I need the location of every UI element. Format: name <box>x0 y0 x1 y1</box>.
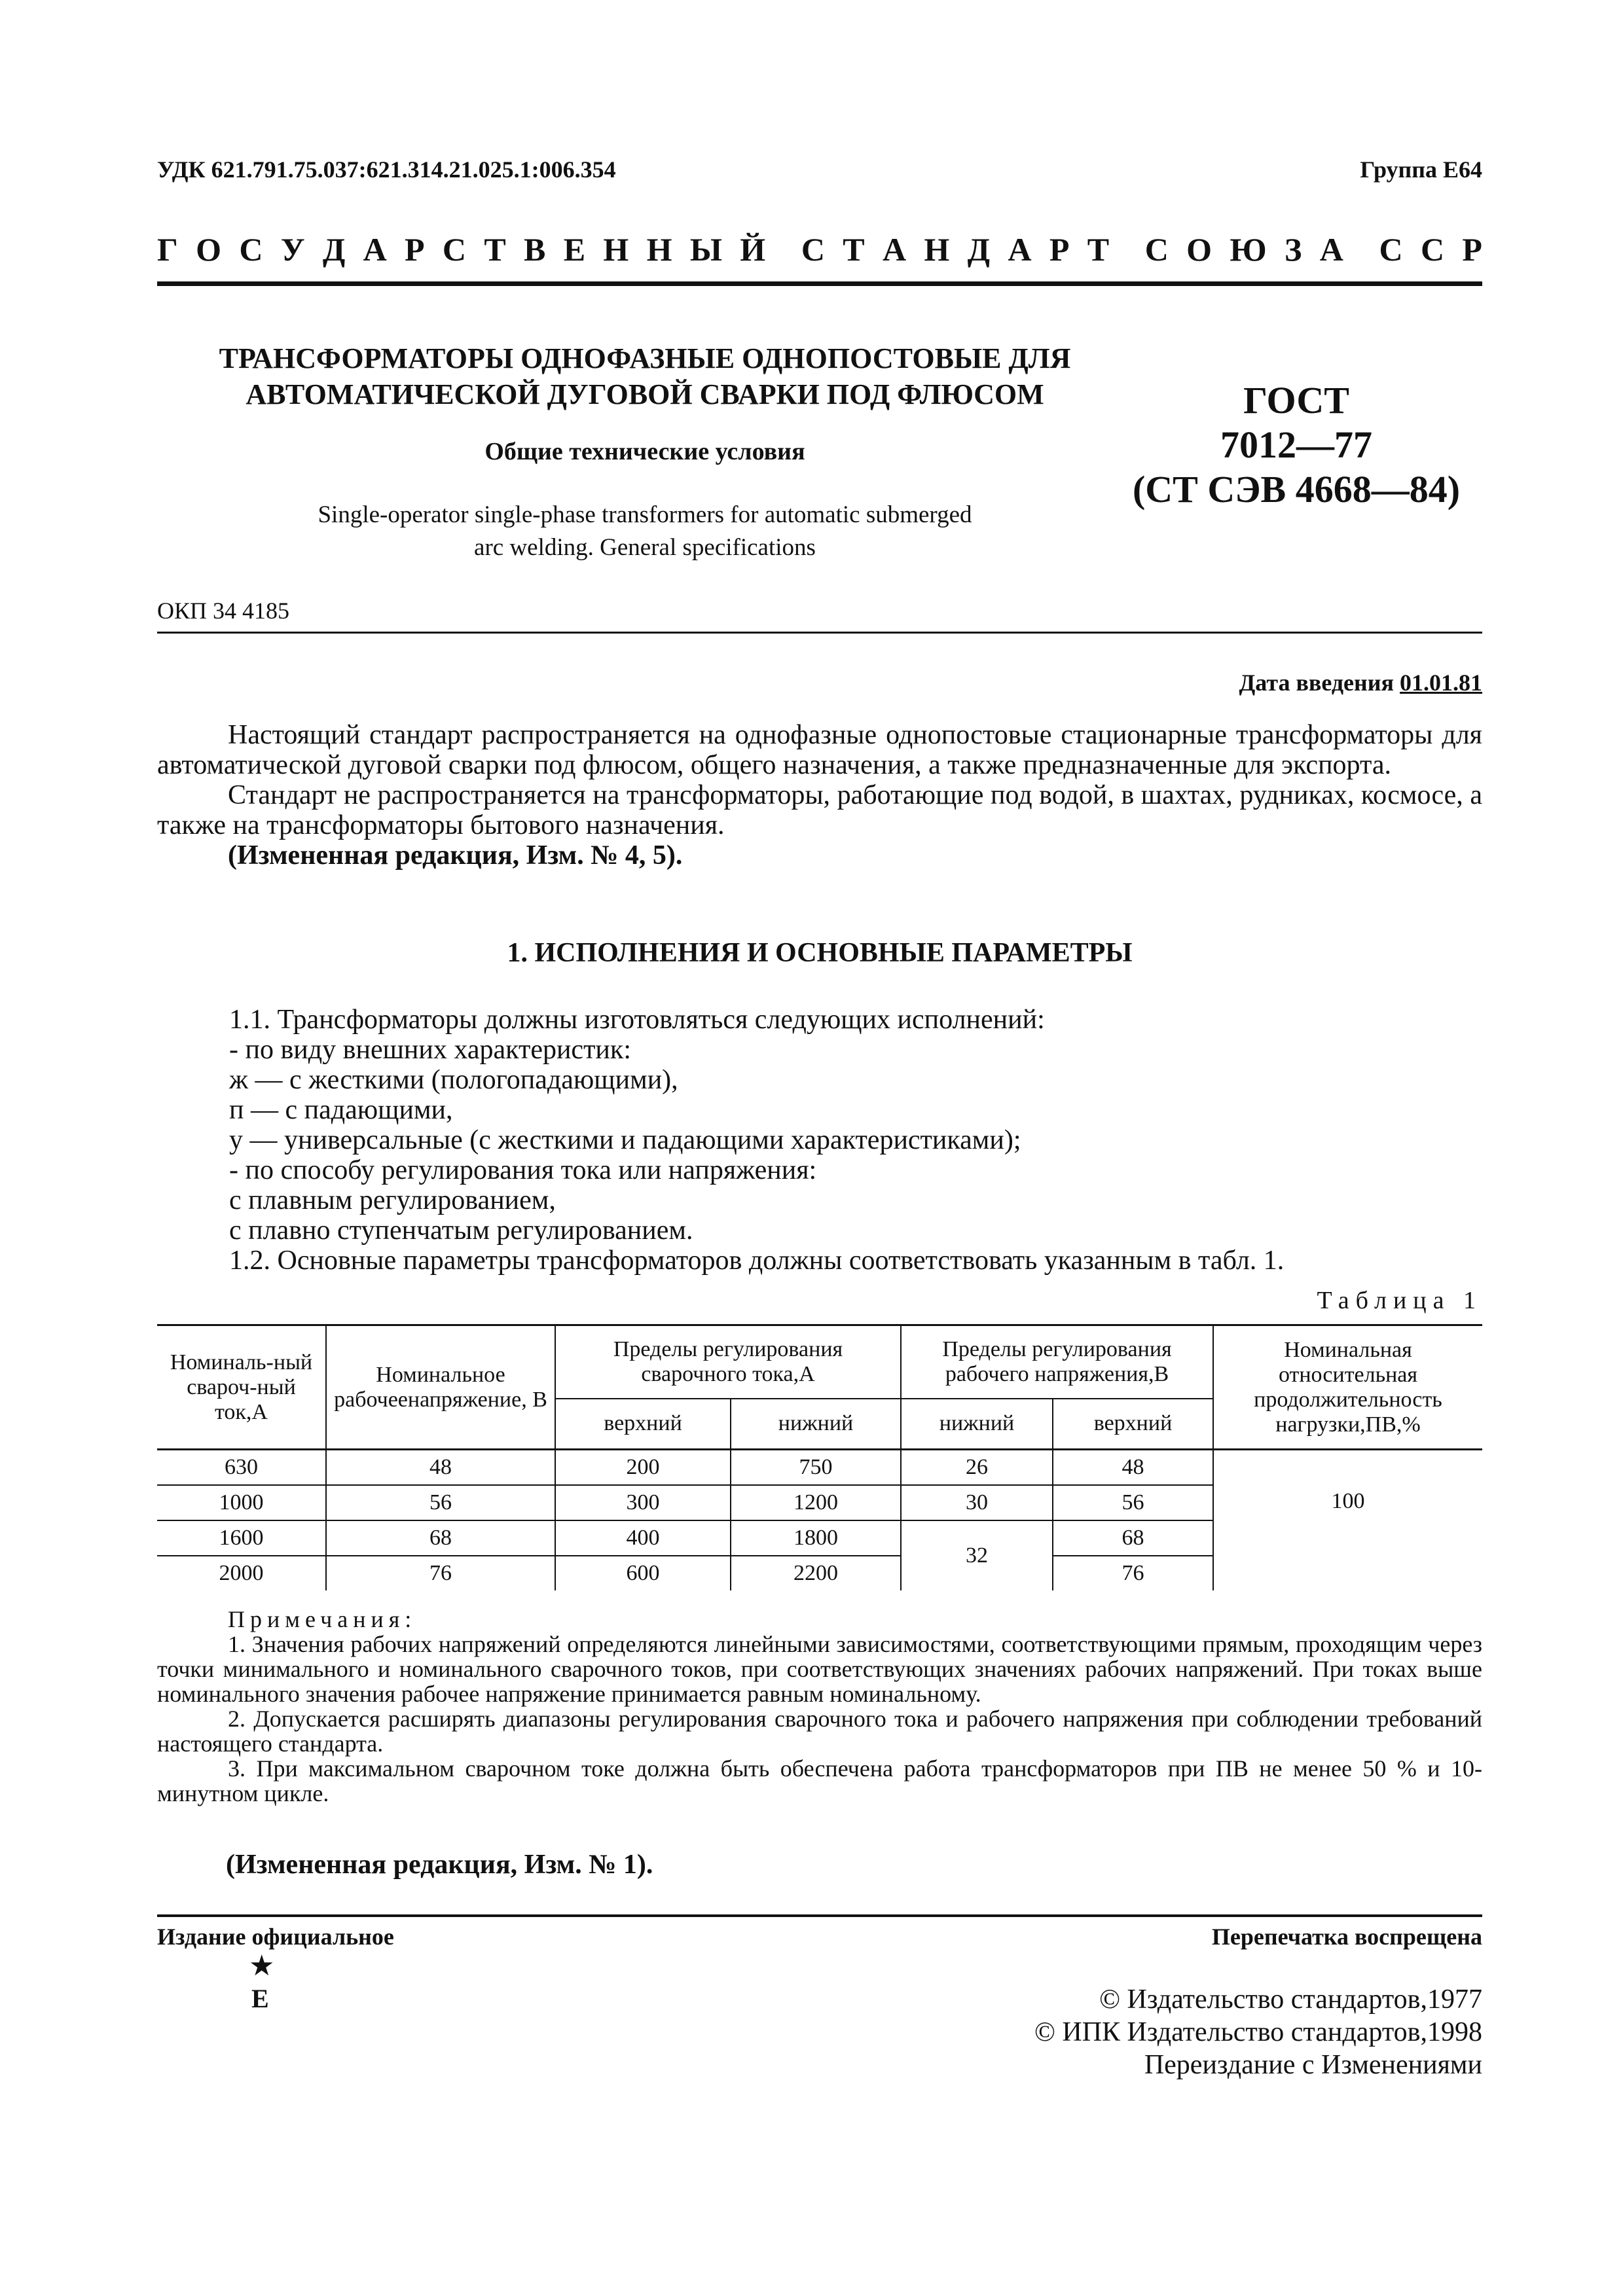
intro-paragraph-1: Настоящий стандарт распространяется на однофазные однопостовые стационарные трансформаторы для автоматической дуговой сварки под флюсом, общего назначения, а также предназначенные для экспорта. <box>157 720 1482 780</box>
st-sev-code: (СТ СЭВ 4668—84) <box>1132 468 1461 511</box>
section-heading: 1. ИСПОЛНЕНИЯ И ОСНОВНЫЕ ПАРАМЕТРЫ <box>507 938 1133 968</box>
notes-section <box>157 1607 1482 1806</box>
table-cell: 1200 <box>731 1485 901 1520</box>
header-current-lower: нижний <box>731 1399 901 1450</box>
banner-letter: А <box>882 231 907 268</box>
table-cell: 2200 <box>731 1556 901 1590</box>
table-cell: 630 <box>157 1450 326 1486</box>
standard-banner <box>157 230 1482 268</box>
intro-section <box>157 720 1482 870</box>
banner-letter: У <box>280 231 305 268</box>
banner-letter: С <box>801 231 825 268</box>
table-cell: 200 <box>555 1450 731 1486</box>
reissue-note: Переиздание с Изменениями <box>1144 2050 1482 2080</box>
date-value: 01.01.81 <box>1400 670 1482 696</box>
banner-letter: Ю <box>1230 231 1267 268</box>
table-cell: 600 <box>555 1556 731 1590</box>
banner-letter: Ы <box>689 231 722 268</box>
banner-letter: Р <box>405 231 425 268</box>
banner-letter: О <box>1186 231 1213 268</box>
note-1: 1. Значения рабочих напряжений определяются линейными зависимостями, соответствующими прямым, проходящим через точки минимального и номинального сварочного токов, при соответствующих значениях рабочих напряжений. При токах выше номинального значения рабочее напряжение принимается равным номинальному. <box>157 1631 1482 1707</box>
banner-letter: Р <box>1049 231 1070 268</box>
table-cell: 56 <box>326 1485 555 1520</box>
gost-code: 7012—77 <box>1220 423 1372 466</box>
copyright-1998: © ИПК Издательство стандартов,1998 <box>1034 2017 1482 2047</box>
table-row <box>157 1450 1482 1486</box>
duty-cycle-value: 100 <box>1331 1489 1365 1513</box>
banner-rule <box>157 281 1482 286</box>
banner-letter: С <box>1420 231 1445 268</box>
parameters-table <box>157 1324 1482 1590</box>
table-cell: 32 <box>901 1520 1053 1590</box>
reprint-prohibited: Перепечатка воспрещена <box>1211 1924 1482 1950</box>
table-cell: 300 <box>555 1485 731 1520</box>
table-cell: 68 <box>1053 1520 1213 1556</box>
section-list-line: с плавно ступенчатым регулированием. <box>229 1215 693 1246</box>
section-list-line: у — универсальные (с жесткими и падающими характеристиками); <box>229 1125 1021 1155</box>
table-cell: 30 <box>901 1485 1053 1520</box>
gost-label: ГОСТ <box>1243 379 1349 422</box>
date-label: Дата введения <box>1239 670 1400 696</box>
banner-letter: З <box>1285 231 1302 268</box>
table-cell: 400 <box>555 1520 731 1556</box>
table-cell: 48 <box>1053 1450 1213 1486</box>
banner-letter: Т <box>1087 231 1110 268</box>
table-cell: 2000 <box>157 1556 326 1590</box>
effective-date <box>1239 669 1483 696</box>
gost-number <box>1113 378 1480 512</box>
table-cell: 56 <box>1053 1485 1213 1520</box>
banner-letter: С <box>1379 231 1403 268</box>
banner-letter: Н <box>924 231 950 268</box>
edition-letter: E <box>251 1984 269 2013</box>
banner-letter: Д <box>322 231 346 268</box>
copyright-block <box>1034 1983 1482 2081</box>
footer-rule <box>157 1914 1482 1917</box>
header-duty-cycle: Номинальная относительная продолжительность нагрузки,ПВ,% <box>1213 1325 1482 1450</box>
official-edition: Издание официальное <box>157 1924 394 1950</box>
english-title-line-2: arc welding. General specifications <box>474 534 816 561</box>
section-list-line: с плавным регулированием, <box>229 1185 556 1215</box>
banner-letter: Г <box>157 231 178 268</box>
section-list-line: ж — с жесткими (пологопадающими), <box>229 1065 678 1095</box>
header-current-range: Пределы регулирования сварочного тока,А <box>555 1325 901 1399</box>
section-list-line: 1.2. Основные параметры трансформаторов должны соответствовать указанным в табл. 1. <box>229 1246 1285 1276</box>
header-voltage-lower: нижний <box>901 1399 1053 1450</box>
table-cell: 1000 <box>157 1485 326 1520</box>
notes-amendment: (Измененная редакция, Изм. № 1). <box>226 1850 653 1880</box>
english-title <box>157 499 1133 564</box>
table-cell: 76 <box>1053 1556 1213 1590</box>
note-3: 3. При максимальном сварочном токе должна быть обеспечена работа трансформаторов при ПВ не менее 50 % и 10-минутном цикле. <box>157 1755 1482 1806</box>
note-2: 2. Допускается расширять диапазоны регулирования сварочного тока и рабочего напряжения при соблюдении требований настоящего стандарта. <box>157 1706 1482 1757</box>
banner-letter: Т <box>484 231 506 268</box>
subtitle: Общие технические условия <box>484 438 805 465</box>
section-list-line: - по виду внешних характеристик: <box>229 1035 631 1065</box>
title-line-1: ТРАНСФОРМАТОРЫ ОДНОФАЗНЫЕ ОДНОПОСТОВЫЕ ДЛЯ <box>219 342 1071 374</box>
banner-letter: А <box>1008 231 1032 268</box>
banner-letter: С <box>442 231 466 268</box>
table-cell: 76 <box>326 1556 555 1590</box>
group-code: Группа Е64 <box>1360 156 1482 183</box>
header-rule <box>157 632 1482 634</box>
udk-code: УДК 621.791.75.037:621.314.21.025.1:006.354 <box>157 156 616 183</box>
okp-code: ОКП 34 4185 <box>157 598 290 624</box>
table-cell: 48 <box>326 1450 555 1486</box>
notes-heading: Примечания: <box>228 1606 417 1632</box>
banner-letter: В <box>524 231 546 268</box>
banner-letter: Н <box>603 231 629 268</box>
table-cell: 26 <box>901 1450 1053 1486</box>
banner-letter: Е <box>563 231 586 268</box>
header-voltage-range: Пределы регулирования рабочего напряжения,В <box>901 1325 1213 1399</box>
banner-letter: С <box>239 231 263 268</box>
intro-amendment: (Измененная редакция, Изм. № 4, 5). <box>228 840 683 870</box>
banner-letter: Н <box>646 231 672 268</box>
section-list-line: - по способу регулирования тока или напряжения: <box>229 1155 817 1185</box>
table-caption: Таблица 1 <box>1317 1287 1482 1314</box>
intro-paragraph-2: Стандарт не распространяется на трансформаторы, работающие под водой, в шахтах, рудниках, космосе, а также на трансформаторы бытового назначения. <box>157 780 1482 840</box>
copyright-1977: © Издательство стандартов,1977 <box>1099 1984 1482 2015</box>
banner-letter: Д <box>967 231 991 268</box>
header-current-upper: верхний <box>555 1399 731 1450</box>
section-list-line: п — с падающими, <box>229 1095 453 1125</box>
banner-letter: А <box>1319 231 1343 268</box>
header-voltage-upper: верхний <box>1053 1399 1213 1450</box>
english-title-line-1: Single-operator single-phase transformers for automatic submerged <box>318 501 972 528</box>
section-list <box>229 1005 1482 1276</box>
section-list-line: 1.1. Трансформаторы должны изготовляться следующих исполнений: <box>229 1005 1045 1035</box>
table-cell: 750 <box>731 1450 901 1486</box>
table-cell: 1800 <box>731 1520 901 1556</box>
header-nominal-voltage: Номинальное рабочеенапряжение, В <box>326 1325 555 1450</box>
star-icon: ★ <box>249 1950 275 1982</box>
table-cell: 1600 <box>157 1520 326 1556</box>
title-line-2: АВТОМАТИЧЕСКОЙ ДУГОВОЙ СВАРКИ ПОД ФЛЮСОМ <box>246 378 1044 410</box>
banner-letter: Р <box>1462 231 1482 268</box>
banner-letter: А <box>363 231 387 268</box>
banner-letter: Т <box>843 231 865 268</box>
banner-letter: Й <box>740 231 766 268</box>
table-cell: 68 <box>326 1520 555 1556</box>
document-title <box>157 340 1133 412</box>
banner-letter: О <box>196 231 222 268</box>
header-nominal-current: Номиналь-ный свароч-ный ток,А <box>157 1325 326 1450</box>
banner-letter: С <box>1144 231 1169 268</box>
